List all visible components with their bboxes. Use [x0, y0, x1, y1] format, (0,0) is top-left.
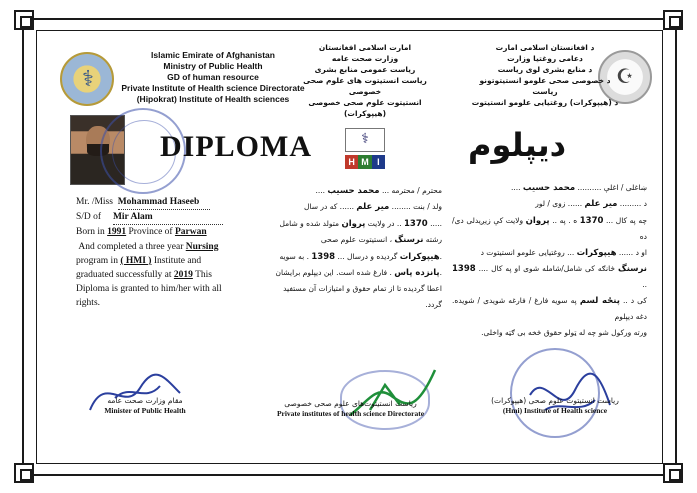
institute-signature-block — [470, 396, 640, 416]
dari-graduate-name: محمد حسیب — [327, 186, 380, 196]
header-line: وزارت صحت عامه — [331, 54, 399, 63]
dari-level: پانزده پاس — [394, 268, 440, 279]
dari-text: که در سال — [303, 202, 338, 212]
graduated-year: 2019 — [173, 270, 193, 281]
header-line: د منابع بشری لوی ریاست — [497, 65, 593, 74]
dari-text: محترم / محترمه ... — [381, 186, 442, 195]
corner-ornament — [663, 463, 683, 483]
born-prefix: Born in — [76, 227, 105, 238]
english-body — [76, 195, 241, 311]
header-line: ریاست انستیتوت های علوم صحی خصوصی — [303, 76, 427, 96]
minister-signature-block — [80, 396, 210, 416]
corner-ornament — [14, 10, 34, 30]
pashto-text: او د — [635, 247, 647, 257]
pashto-program: نرسنگ — [617, 264, 647, 275]
pashto-text: چه په کال — [615, 215, 647, 225]
dari-text: فارغ شده است. این دیپلوم برایشان — [275, 268, 388, 278]
institute-signature — [525, 365, 615, 425]
pashto-text: څانګه کی شامل/شامله شوی او په کال — [491, 264, 615, 274]
pashto-level: پنځه لسم — [579, 295, 620, 306]
dari-text: به سویه — [279, 251, 305, 261]
hmi-logo — [345, 128, 385, 170]
dari-text: ولد / بنت — [413, 202, 442, 212]
header-english — [118, 50, 308, 105]
pashto-text: په سویه فارغ / فارغه شویدی / شویده. دغه دیپلوم — [452, 295, 647, 322]
graduated-suffix: This — [195, 270, 212, 281]
province-prefix: Province of — [128, 227, 173, 238]
ministry-emblem-icon: ⚕ — [60, 52, 114, 106]
dari-birth-year: 1370 — [404, 218, 428, 229]
completed-prefix: And completed a three year — [78, 241, 184, 252]
dari-text: گردد. — [425, 299, 442, 309]
hmi-letter: H — [345, 155, 358, 169]
graduated-prefix: graduated successfully at — [76, 270, 172, 281]
signature-title-dari: مقام وزارت صحت عامه — [107, 396, 183, 405]
dari-text: اعطا گردیده تا از تمام حقوق و امتیازات آن مستفید — [283, 284, 442, 294]
pashto-body: ښاغلی / اغلې .......... محمد حسیب .... د ......... میر علم ...... زوی / لور چه په کال ... 1370 ه . په .. پروان ولایت کې زیږیدلی دی/ده او د ...... هیپوکرات ... روغتیایی علومو انستیتوت د نرسنگ څانګه کی شامل/شامله شوی او په کال .... 1398 .. کی د .. پنځه لسم په سویه فارغ / فارغه شویدی / شویده. دغه دیپلوم ورته ورکول شو چه له ټولو حقوق څخه بی ګټه واخلی. — [452, 180, 647, 340]
pashto-text: د — [643, 199, 647, 209]
program-name: Nursing — [185, 241, 219, 252]
caduceus-icon: ⚕ — [345, 128, 385, 152]
signature-title-english: Minister of Public Health — [104, 406, 186, 415]
dari-text: انستیتوت علوم صحی — [320, 235, 388, 245]
pashto-text: کی د — [630, 295, 647, 305]
emirate-emblem-icon: ☪ — [598, 50, 652, 104]
closing-line: Diploma is granted to him/her with all — [76, 284, 222, 295]
pashto-text: ولایت کې زیږیدلی دی/ده — [452, 215, 647, 242]
program-prefix: program in — [76, 255, 118, 266]
dari-body: محترم / محترمه ... محمد حسیب .... ولد / بنت ........ میر علم ...... که در سال ..... 1370 .. در ولایت پروان متولد شده و شامل رشته نرسنگ ، انستیتوت علوم صحی .هیپوکرات گردیده و درسال ... 1398 . به سویه .پانزده پاس . فارغ شده است. این دیپلوم برایشان اعطا گردیده تا از تمام حقوق و امتیازات آن مستفید گردد. — [246, 183, 442, 312]
dari-text: رشته — [425, 235, 442, 245]
header-line: GD of human resource — [167, 72, 259, 82]
father-name: Mir Alam — [113, 210, 223, 225]
dari-program: نرسنگ — [394, 235, 424, 246]
pashto-text: ښاغلی / اغلې — [603, 183, 647, 192]
directorate-signature-block — [258, 399, 443, 419]
diploma-title-english: DIPLOMA — [160, 130, 312, 163]
dari-institute: هیپوکرات — [399, 251, 440, 262]
header-line: د خصوصی صحی علومو انستیتوتونو ریاست — [479, 76, 611, 96]
pashto-graduate-name: محمد حسیب — [522, 183, 576, 193]
header-line: انستیتوت علوم صحی خصوصی (هیپوکرات) — [308, 98, 422, 118]
closing-line: rights. — [76, 298, 101, 309]
pashto-institute: هیپوکرات — [576, 247, 617, 258]
header-line: Private Institute of Health science Directorate — [121, 83, 305, 93]
born-year: 1991 — [107, 227, 127, 238]
dari-text: متولد شده و شامل — [279, 218, 340, 228]
hmi-letter: M — [358, 155, 371, 169]
dari-graduation-year: 1398 — [311, 251, 336, 262]
institute-suffix: Institute and — [153, 255, 202, 266]
corner-ornament — [14, 463, 34, 483]
header-line: دعامی روغتیا وزارت — [507, 54, 583, 63]
graduate-name: Mohammad Haseeb — [118, 195, 210, 210]
institute-name: ( HMI ) — [120, 255, 152, 266]
province: Parwan — [174, 227, 207, 238]
header-dari — [290, 42, 440, 119]
pashto-text: روغتیایی علومو انستیتوت د — [480, 247, 565, 257]
header-line: (Hipokrat) Institute of Health sciences — [136, 94, 290, 104]
pashto-father-name: میر علم — [584, 199, 618, 210]
diploma-title-dari: دیپلوم — [468, 126, 567, 164]
pashto-province: پروان — [525, 215, 550, 226]
pashto-birth-year: 1370 — [579, 215, 604, 226]
pashto-text: ه . په — [559, 215, 578, 225]
header-line: د افغانستان اسلامی امارت — [495, 43, 595, 52]
pashto-text: ورته ورکول شو چه له ټولو حقوق څخه بی ګټه واخلی. — [481, 327, 647, 337]
header-pashto — [470, 42, 620, 108]
header-line: د (هیپوکرات) روغتیایی علومو انستیتوت — [471, 98, 619, 107]
dari-father-name: میر علم — [356, 202, 390, 213]
dari-text: در ولایت — [367, 218, 395, 228]
name-prefix: Mr. /Miss — [76, 197, 113, 207]
signature-title-english: Private institutes of health science Directorate — [276, 409, 425, 418]
sd-prefix: S/D of — [76, 212, 102, 223]
header-line: امارت اسلامی افغانستان — [318, 43, 412, 52]
header-line: ریاست عمومی منابع بشری — [314, 65, 416, 74]
dari-text: گردیده و درسال — [346, 251, 398, 261]
signature-title-dari: ریاست انستیتوت علوم صحی (هیپوکرات) — [491, 396, 619, 405]
corner-ornament — [663, 10, 683, 30]
hmi-letter: I — [372, 155, 385, 169]
pashto-text: زوی / لور — [535, 199, 566, 209]
dari-province: پروان — [341, 218, 366, 229]
header-line: Ministry of Public Health — [163, 61, 263, 71]
pashto-graduation-year: 1398 — [452, 264, 476, 275]
signature-title-english: (Hmi) Institute of Health science — [502, 406, 608, 415]
signature-title-dari: ریاست انستیتوت‌های علوم صحی خصوصی — [284, 399, 417, 408]
header-line: Islamic Emirate of Afghanistan — [151, 50, 275, 60]
